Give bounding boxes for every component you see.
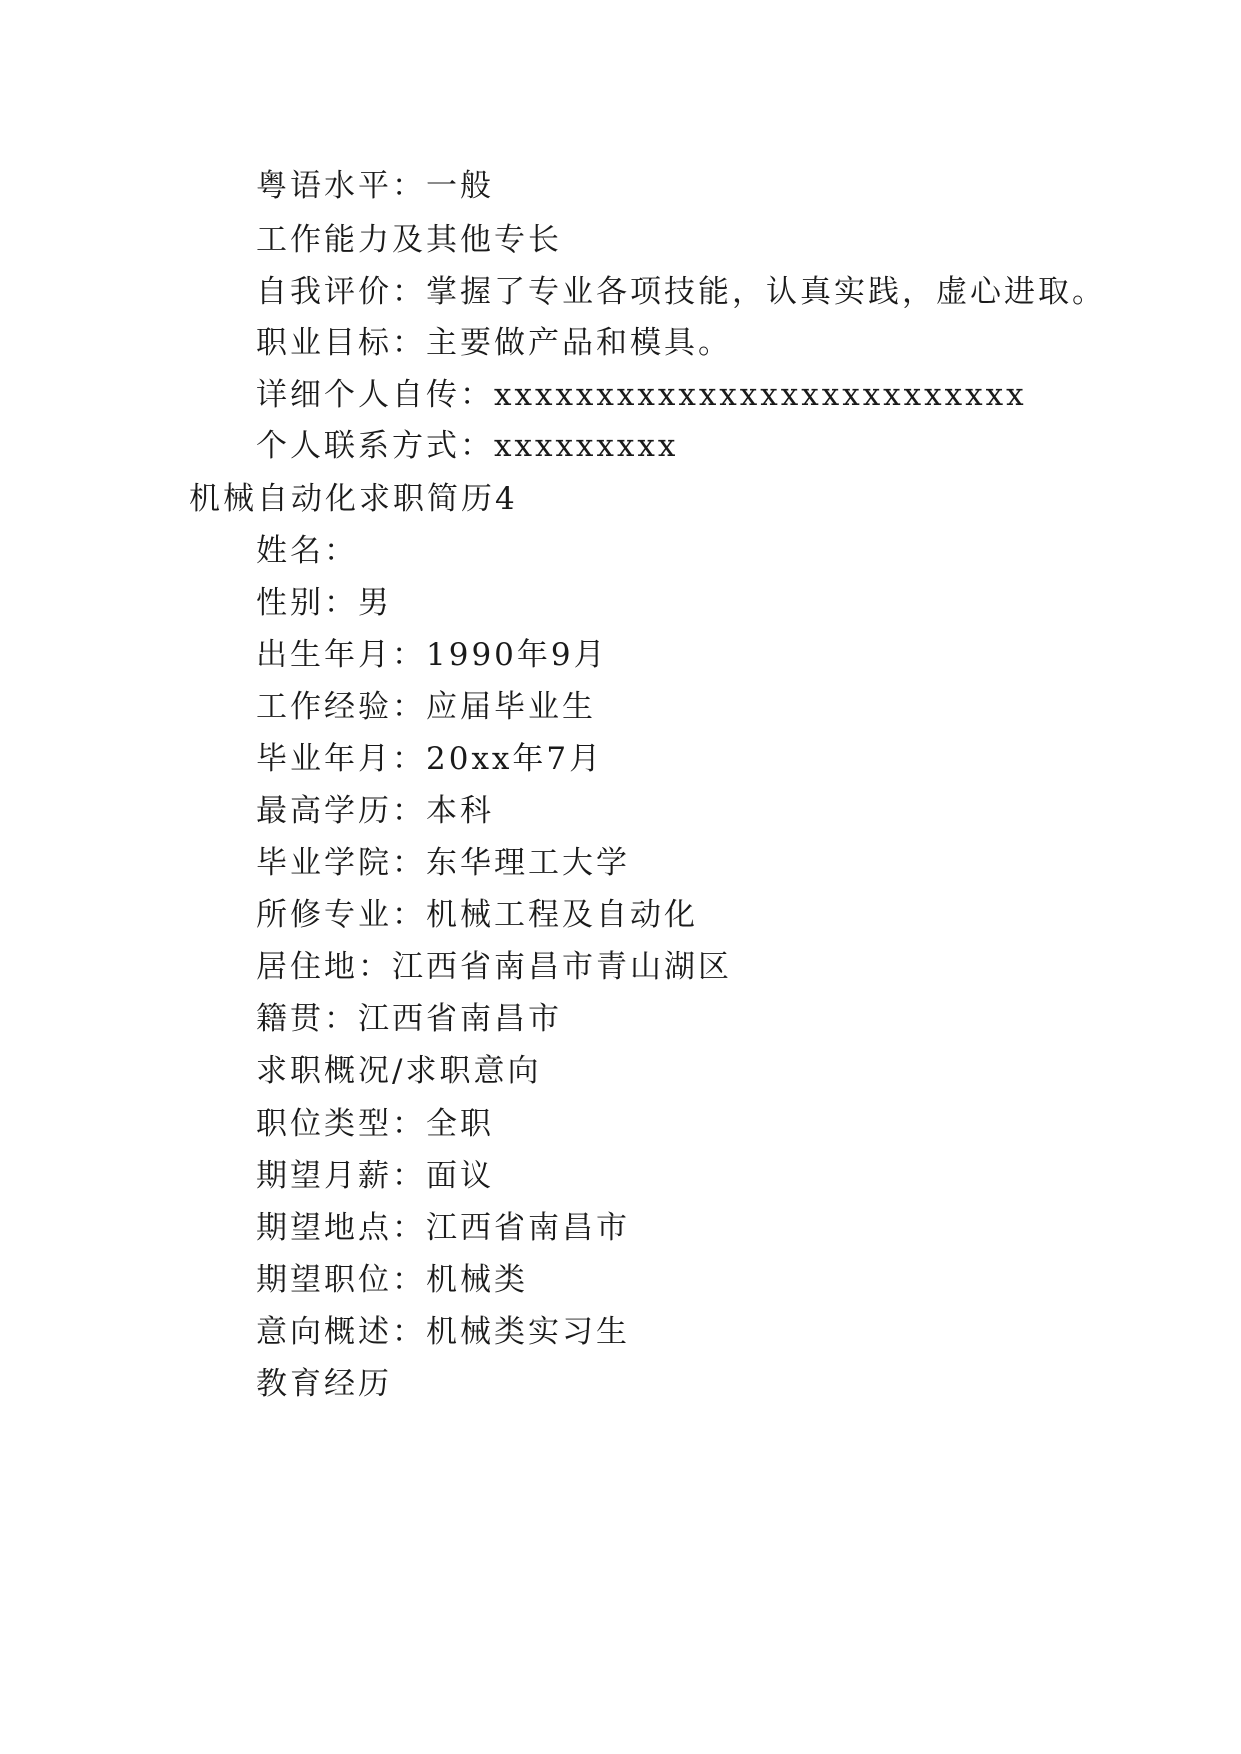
field-birth-date: 出生年月：1990年9月 — [256, 637, 608, 673]
field-gender: 性别：男 — [256, 585, 392, 621]
field-expected-position: 期望职位：机械类 — [256, 1262, 528, 1298]
field-job-type: 职位类型：全职 — [256, 1106, 494, 1142]
field-hometown: 籍贯：江西省南昌市 — [256, 1001, 562, 1037]
contact-info: 个人联系方式：xxxxxxxxx — [256, 428, 679, 464]
field-expected-location: 期望地点：江西省南昌市 — [256, 1210, 630, 1246]
field-college: 毕业学院：东华理工大学 — [256, 845, 630, 881]
field-work-experience: 工作经验：应届毕业生 — [256, 689, 596, 725]
self-evaluation: 自我评价：掌握了专业各项技能，认真实践，虚心进取。 — [256, 274, 1106, 310]
personal-bio: 详细个人自传：xxxxxxxxxxxxxxxxxxxxxxxxxx — [256, 377, 1027, 413]
field-residence: 居住地：江西省南昌市青山湖区 — [256, 949, 732, 985]
field-name: 姓名： — [256, 533, 358, 569]
field-expected-salary: 期望月薪：面议 — [256, 1158, 494, 1194]
job-intention-heading: 求职概况/求职意向 — [256, 1053, 542, 1089]
career-goal: 职业目标：主要做产品和模具。 — [256, 325, 732, 361]
field-intention-summary: 意向概述：机械类实习生 — [256, 1314, 630, 1350]
education-heading: 教育经历 — [256, 1366, 392, 1402]
field-major: 所修专业：机械工程及自动化 — [256, 897, 698, 933]
skills-heading: 工作能力及其他专长 — [256, 222, 562, 258]
field-graduation-date: 毕业年月：20xx年7月 — [256, 741, 604, 777]
resume-title: 机械自动化求职简历4 — [189, 481, 518, 517]
cantonese-level: 粤语水平：一般 — [256, 168, 494, 204]
field-education-level: 最高学历：本科 — [256, 793, 494, 829]
